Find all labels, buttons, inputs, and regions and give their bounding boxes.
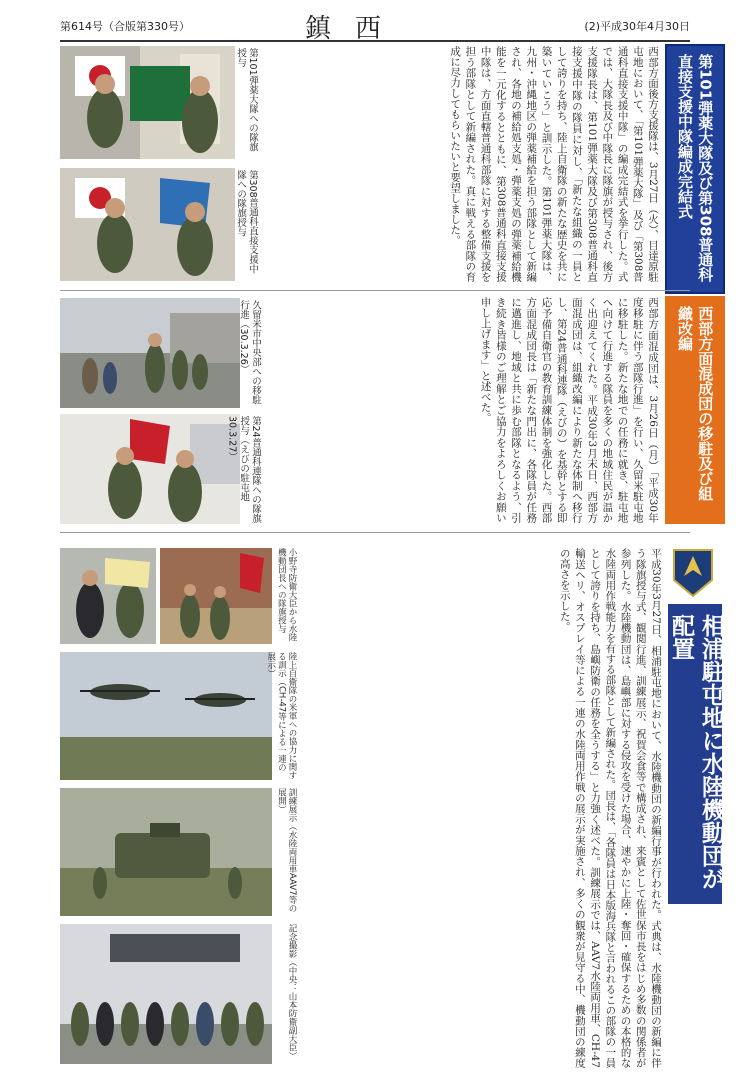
section3-article bbox=[300, 548, 663, 1068]
section1-caption-2: 第308普通科直接支援中隊への隊旗授与 bbox=[235, 170, 258, 274]
section2-banner-text: 西部方面混成団の移駐及び組織改編 bbox=[676, 306, 715, 501]
regiment-flag-image bbox=[60, 414, 240, 524]
section1-photo-1 bbox=[60, 46, 235, 159]
section3-caption-3: 訓練展示（水陸両用車AAV7等の展開） bbox=[276, 788, 297, 913]
section-divider-1 bbox=[60, 290, 690, 291]
section1-banner-text: 第101弾薬大隊及び第308普通科直接支援中隊編成完結式 bbox=[676, 54, 715, 282]
flag-ceremony-image bbox=[60, 46, 235, 159]
page-header bbox=[60, 6, 690, 44]
section3-caption-1: 小野寺防衛大臣から水陸機動団長への隊旗授与 bbox=[276, 548, 297, 642]
section3-photo-1a bbox=[60, 548, 156, 644]
newspaper-title: 鎮西 bbox=[305, 14, 406, 44]
section-divider-2 bbox=[60, 532, 690, 533]
section3-caption-4: 記念撮影（中央：山本防衛副大臣） bbox=[287, 924, 297, 1060]
section2-caption-1: 久留米市中央部への移駐行進（30.3.26） bbox=[238, 300, 261, 405]
section3-banner bbox=[668, 604, 722, 904]
section2-photo-2 bbox=[60, 414, 240, 524]
helicopter-demo-image bbox=[60, 652, 272, 780]
flag-ceremony-image-2 bbox=[60, 168, 235, 281]
section1-banner bbox=[665, 44, 725, 294]
section2-photo-1 bbox=[60, 298, 240, 408]
section2-article bbox=[265, 297, 660, 523]
section3-body-text: 平成30年3月27日、相浦駐屯地において、水陸機動団の新編行事が行われた。式典は、水陸機動団の新編に伴う隊旗授与式、観閲行進、訓練展示、祝賀会食等で構成され、来賓として佐世保市長をはじめ多数の関係者が参列した。水陸機動団は、島嶼部に対する侵攻を受けた場合、速やかに上陸・奪回・確保するための本格的な水陸両用作戦能力を有する部隊として新編された。団長は、「各隊員は日本版海兵隊と言われるこの部隊の一員として誇りを持ち、島嶼防衛の任務を全うする」と力強く述べた。訓練展示では、AAV7水陸両用車、CH-47輸送ヘリ、オスプレイ等による一連の水陸両用作戦の展示が実施され、多くの観衆が見守る中、機動団の練度の高さを示した。 bbox=[558, 548, 662, 1068]
section2-body-text: 西部方面混成団は、3月26日（月）「平成30年度移駐に伴う部隊行進」を行い、久留米駐屯地に移駐した。新たな地での任務に就き、駐屯地へ向けて行進する隊員を多くの地域住民が温かく出迎えてくれた。平成30年3月末日、西部方面混成団は、組織改編により新たな体制へ移行し、第24普通科連隊（えびの）を基幹とする即応予備自衛官の教育訓練体制を強化した。西部方面混成団長は「新たな門出に、各隊員が任務に邁進し、地域と共に歩む部隊となるよう、引き続き皆様のご理解とご協力をよろしくお願い申し上げます」と述べた。 bbox=[479, 297, 659, 523]
ceremony-stage-image bbox=[160, 548, 272, 644]
section3-photo-3 bbox=[60, 788, 272, 916]
amphibious-vehicle-image bbox=[60, 788, 272, 916]
section1-body-text: 西部方面後方支援隊は、3月27日（火）、目達原駐屯地において、「第101弾薬大隊」及び「第308普通科直接支援中隊」の編成完結式を挙行した。式では、大隊長及び中隊長に隊旗が授与され、後方支援隊長は、第101弾薬大隊及び第308普通科直接支援中隊の隊員に対し、「新たな組織の一員として誇りを持ち、陸上自衛隊の新たな歴史を共に築いていこう」と訓示した。第101弾薬大隊は、九州・沖縄地区の弾薬補給を担う部隊として新編され、各地の補給処支処・弾薬支処の弾薬補給機能を一元化するとともに、第308普通科直接支援中隊は、方面直轄普通科部隊に対する整備支援を担う部隊として新編された。真に戦える部隊の育成に尽力してもらいたいと要望しました。 bbox=[449, 46, 659, 282]
section3-caption-2: 陸上自衛隊の米軍への協力に関する訓示（CH-47等による一連の展示） bbox=[265, 652, 297, 780]
section3-photo-4 bbox=[60, 924, 272, 1064]
section1-article bbox=[265, 46, 660, 282]
amphibious-brigade-emblem-icon bbox=[672, 548, 714, 598]
section3-photo-1b bbox=[160, 548, 272, 644]
group-photo-image bbox=[60, 924, 272, 1064]
section2-banner bbox=[665, 296, 725, 524]
flag-presentation-image bbox=[60, 548, 156, 644]
issue-number: 第614号（合版第330号） bbox=[60, 20, 190, 33]
section3-photo-2 bbox=[60, 652, 272, 780]
section1-caption-1: 第101弾薬大隊への隊旗授与 bbox=[235, 48, 258, 152]
section1-photo-2 bbox=[60, 168, 235, 281]
march-parade-image bbox=[60, 298, 240, 408]
header-rule bbox=[60, 40, 690, 42]
unit-emblem bbox=[672, 548, 714, 598]
section2-caption-2: 第24普通科連隊への隊旗授与（えびの駐屯地30.3.27） bbox=[226, 416, 261, 524]
issue-date: (2)平成30年4月30日 bbox=[584, 20, 690, 33]
section3-banner-text: 相浦駐屯地に水陸機動団が配置 bbox=[668, 614, 724, 890]
